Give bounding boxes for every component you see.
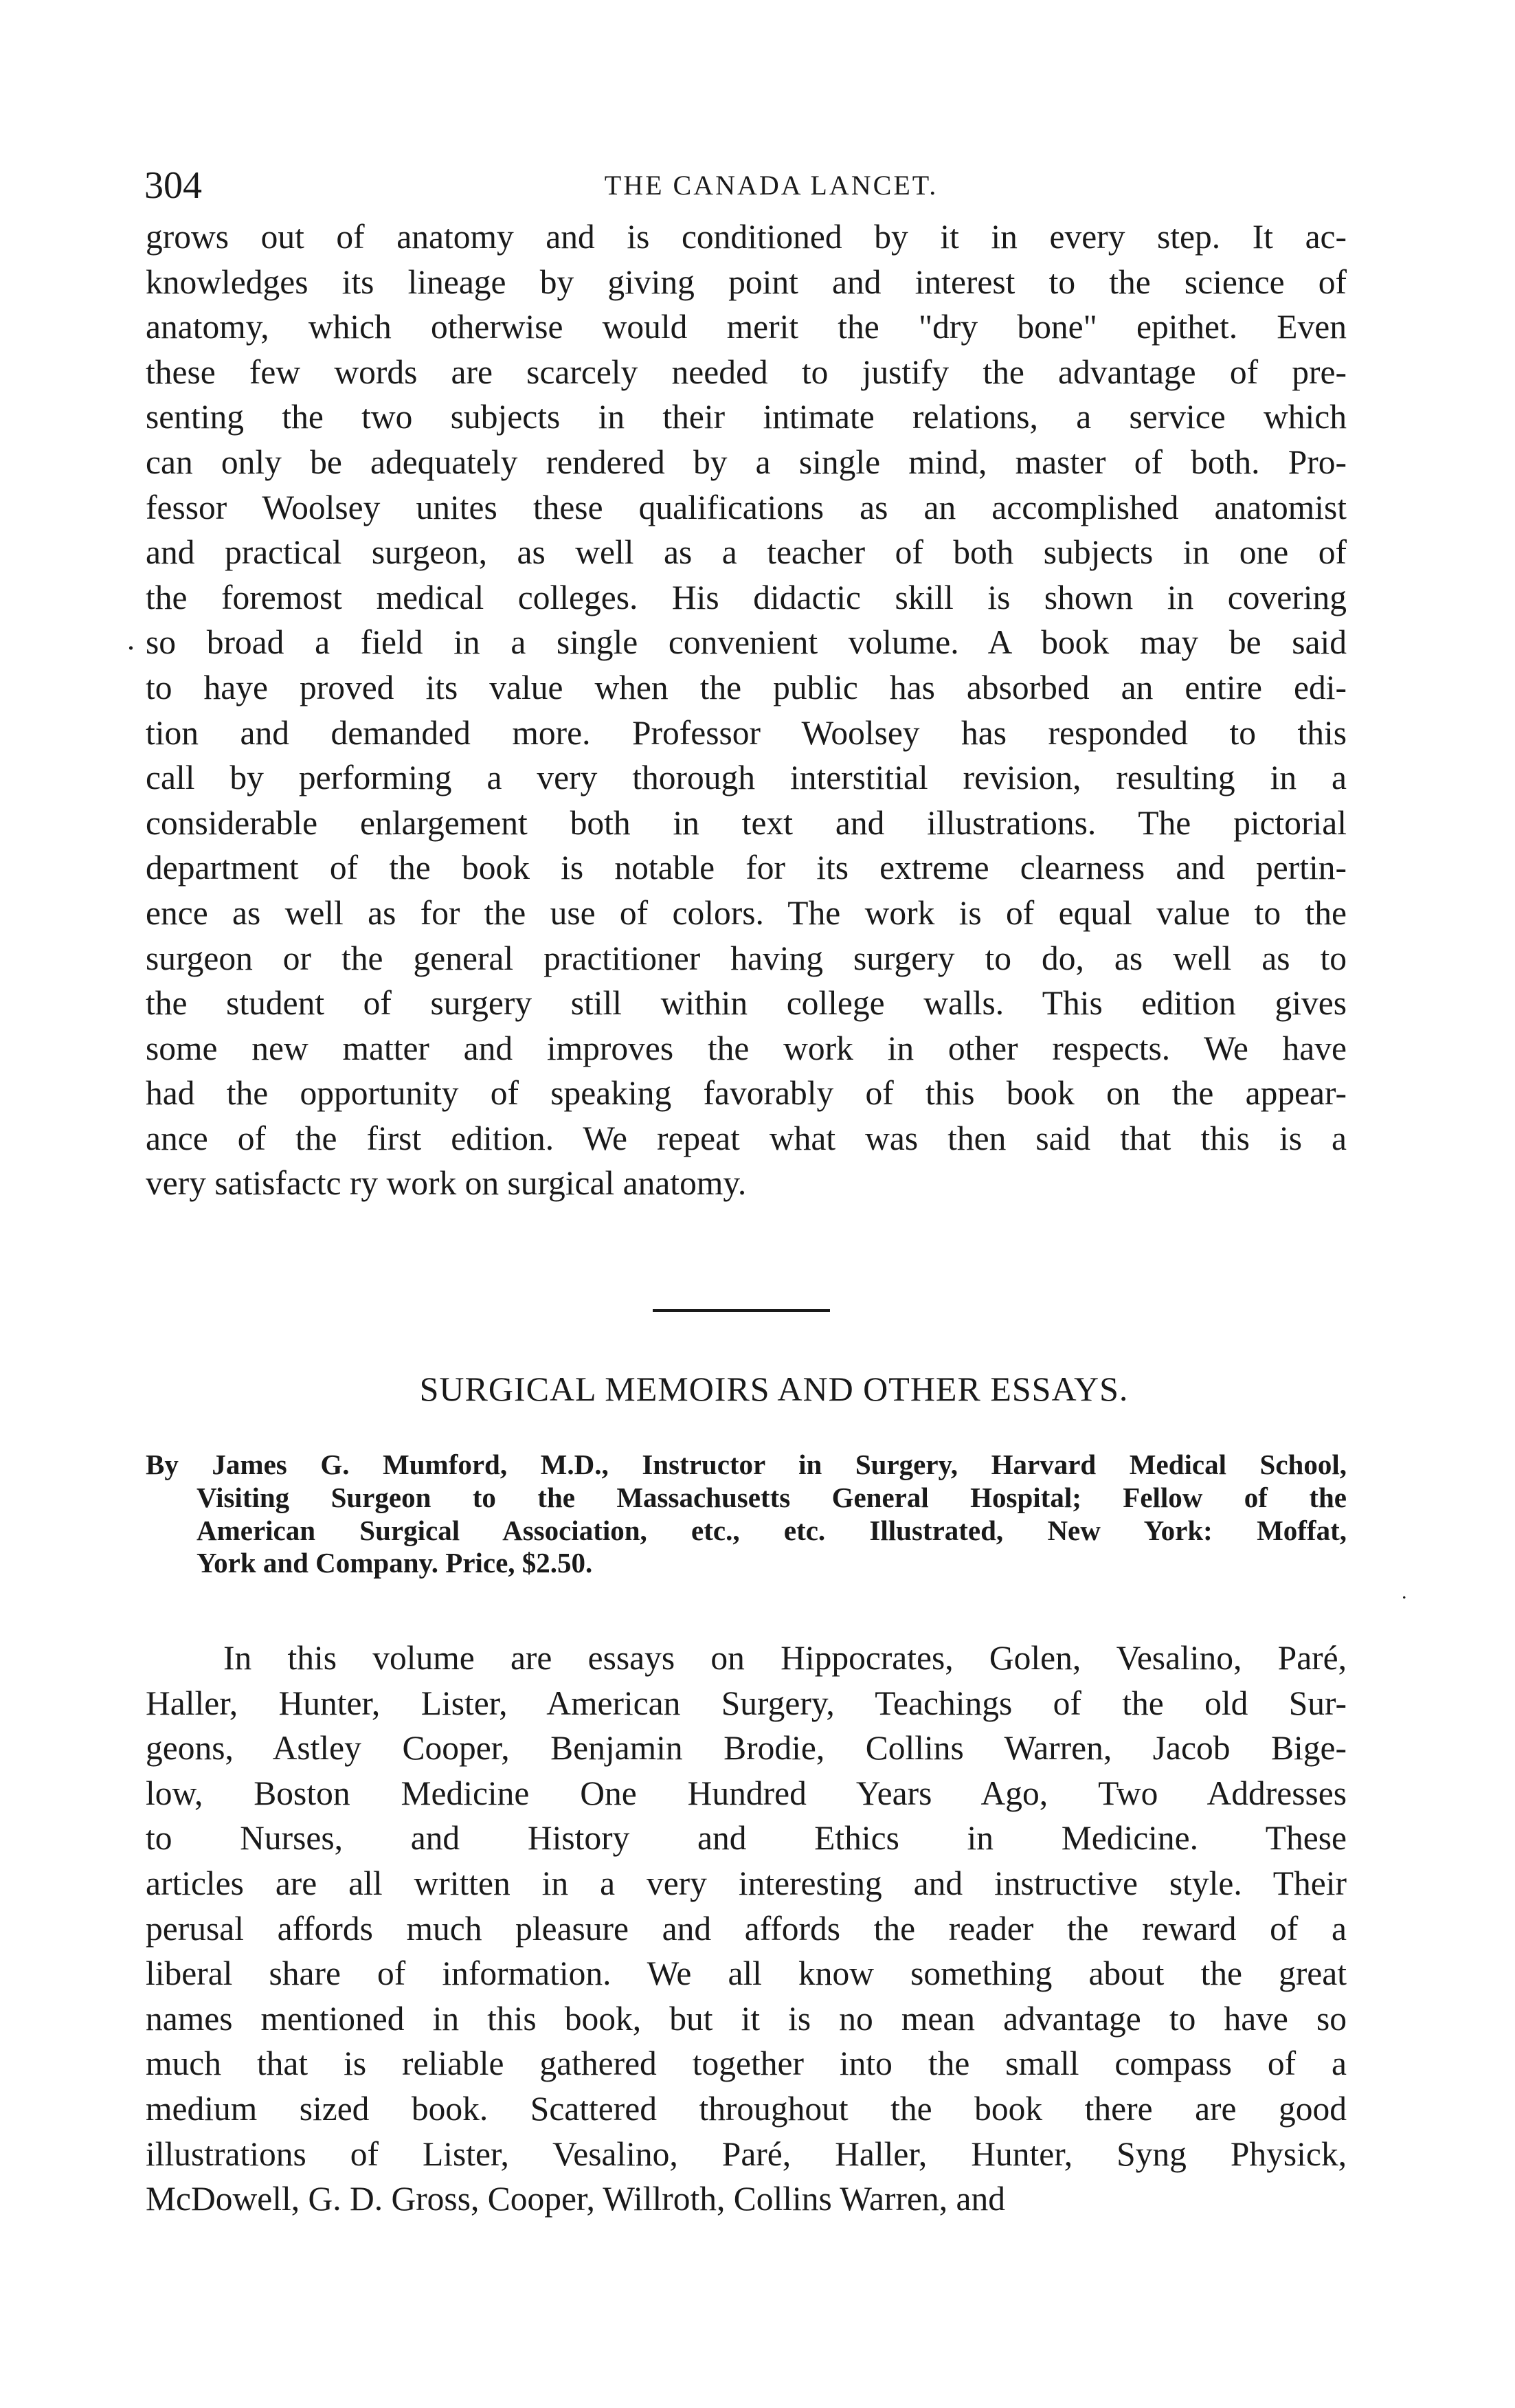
- review-paragraph: [146, 214, 1347, 1206]
- text-line: senting the two subjects in their intimate relations, a service which: [146, 398, 1347, 436]
- text-line: to haye proved its value when the public has absorbed an entire edi-: [146, 668, 1347, 706]
- text-line: had the opportunity of speaking favorably of this book on the appear-: [146, 1074, 1347, 1113]
- text-line: call by performing a very thorough interstitial revision, resulting in a: [146, 759, 1347, 797]
- text-line: considerable enlargement both in text and illustrations. The pictorial: [146, 803, 1347, 842]
- margin-mark: .: [127, 623, 135, 656]
- text-line: Haller, Hunter, Lister, American Surgery, Teachings of the old Sur-: [146, 1684, 1347, 1722]
- text-line: tion and demanded more. Professor Woolsey has responded to this: [146, 713, 1347, 752]
- text-line: ance of the first edition. We repeat what was then said that this is a: [146, 1119, 1347, 1157]
- stray-mark: .: [1402, 1581, 1407, 1603]
- text-line: geons, Astley Cooper, Benjamin Brodie, Collins Warren, Jacob Bige-: [146, 1729, 1347, 1768]
- byline-line: Visiting Surgeon to the Massachusetts General Hospital; Fellow of the: [197, 1481, 1347, 1513]
- text-line: the foremost medical colleges. His didactic skill is shown in covering: [146, 578, 1347, 616]
- text-line: perusal affords much pleasure and affords the reader the reward of a: [146, 1909, 1347, 1948]
- byline-line: American Surgical Association, etc., etc. Illustrated, New York: Moffat,: [197, 1514, 1347, 1546]
- byline: [146, 1449, 1347, 1580]
- byline-line: By James G. Mumford, M.D., Instructor in Surgery, Harvard Medical School,: [146, 1449, 1347, 1480]
- text-line: these few words are scarcely needed to justify the advantage of pre-: [146, 353, 1347, 391]
- text-line: grows out of anatomy and is conditioned by it in every step. It ac-: [146, 218, 1347, 256]
- running-head: THE CANADA LANCET.: [604, 170, 939, 201]
- text-line: fessor Woolsey unites these qualifications as an accomplished anatomist: [146, 488, 1347, 526]
- text-line: very satisfactc ry work on surgical anatomy.: [146, 1164, 747, 1203]
- text-line: illustrations of Lister, Vesalino, Paré, Haller, Hunter, Syng Physick,: [146, 2134, 1347, 2173]
- text-line: articles are all written in a very interesting and instructive style. Their: [146, 1864, 1347, 1902]
- text-line: liberal share of information. We all know something about the great: [146, 1954, 1347, 1993]
- text-line: some new matter and improves the work in other respects. We have: [146, 1029, 1347, 1067]
- text-line: anatomy, which otherwise would merit the "dry bone" epithet. Even: [146, 308, 1347, 346]
- page-number: 304: [144, 164, 202, 207]
- section-title: SURGICAL MEMOIRS AND OTHER ESSAYS.: [419, 1370, 1129, 1408]
- text-line: In this volume are essays on Hippocrates, Golen, Vesalino, Paré,: [223, 1639, 1347, 1677]
- essay-paragraph: [146, 1636, 1347, 2222]
- text-line: to Nurses, and History and Ethics in Medicine. These: [146, 1819, 1347, 1858]
- text-line: McDowell, G. D. Gross, Cooper, Willroth, Collins Warren, and: [146, 2180, 1005, 2218]
- text-line: knowledges its lineage by giving point and interest to the science of: [146, 263, 1347, 301]
- text-line: much that is reliable gathered together into the small compass of a: [146, 2044, 1347, 2083]
- section-divider: [653, 1309, 830, 1312]
- text-line: so broad a field in a single convenient volume. A book may be said: [146, 623, 1347, 662]
- text-line: the student of surgery still within college walls. This edition gives: [146, 984, 1347, 1023]
- text-line: surgeon or the general practitioner having surgery to do, as well as to: [146, 939, 1347, 977]
- text-line: low, Boston Medicine One Hundred Years Ago, Two Addresses: [146, 1774, 1347, 1812]
- byline-line: York and Company. Price, $2.50.: [197, 1547, 593, 1579]
- text-line: names mentioned in this book, but it is no mean advantage to have so: [146, 1999, 1347, 2038]
- text-line: can only be adequately rendered by a single mind, master of both. Pro-: [146, 443, 1347, 481]
- text-line: ence as well as for the use of colors. The work is of equal value to the: [146, 893, 1347, 932]
- text-line: and practical surgeon, as well as a teacher of both subjects in one of: [146, 533, 1347, 572]
- text-line: department of the book is notable for its extreme clearness and pertin-: [146, 849, 1347, 887]
- text-line: medium sized book. Scattered throughout the book there are good: [146, 2089, 1347, 2128]
